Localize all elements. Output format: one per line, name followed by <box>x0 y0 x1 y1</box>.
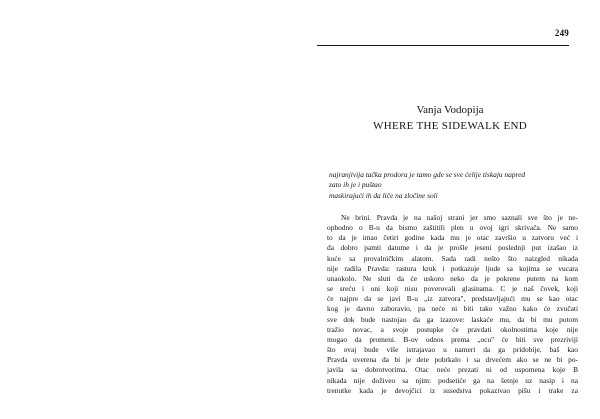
body-line: Ne brini. Pravda je na našoj strani jer smo saznali sve što je ne- <box>341 213 578 222</box>
epigraph-line: zato ih je i puštao <box>329 180 382 190</box>
body-line: ophodno o B-u da bismo zaštitili plen u ovoj igri skrivača. Ne samo <box>327 223 578 233</box>
epigraph-line: maskirajući ih da liče na zločine soli <box>329 190 438 200</box>
body-line: će najpre da se javi B-u „iz zatvora", predstavljajući mu se kao otac <box>327 294 578 304</box>
body-line: kog je davno zaboravio, pa neće ni biti tako važno kako će zvučati <box>327 304 578 314</box>
body-line: mogao da promeni. B-ov odnos prema „ocu" će biti sve prezriviji <box>327 334 578 344</box>
body-line: da dobro pamti datume i da je prošle jeseni poslednji put izašao iz <box>327 243 578 253</box>
body-line: Pravda uverena da bi je dete pobrkalo i sa drvećem ako se ne bi po- <box>327 355 578 365</box>
body-line: unaokolo. Ne sluti da će uskoro neko da je pokrene putem na kom <box>327 273 578 283</box>
body-line: nije radila Pravda: rastura kruk i potkazuje ljude sa kojima se vucara <box>327 263 578 273</box>
page-number: 249 <box>554 28 569 38</box>
epigraph-line: najranjivija tačka prodora je tamo gde se sve ćelije tiskaju napred <box>329 170 526 179</box>
body-line: tražio novac, a svoje postupke će pravdati okolnostima koje nije <box>327 324 578 334</box>
story-title: WHERE THE SIDEWALK END <box>373 120 527 132</box>
body-line: kuće sa provalničkim alatom. Sada radi nešto što naizgled nikada <box>327 253 578 263</box>
author-name: Vanja Vodopija <box>416 104 484 116</box>
body-line: sve dok bude nastojao da ga izazove: laskaće mu, da bi mu potom <box>327 314 578 324</box>
body-paragraph <box>327 213 578 396</box>
body-line: nikada nije doživeo sa njim: podsetiće ga na šetnje uz nasip i na <box>327 375 578 385</box>
body-line: se sreću i oni koji nisu poverovali glasinama. C je naš čovek, koji <box>327 284 578 294</box>
body-line: to da je imao četiri godine kada mu je otac završio u zatvoru već i <box>327 233 578 243</box>
header-rule <box>317 45 569 46</box>
body-line: javila sa dobrotvorima. Otac neće prezati ni od uspomena koje B <box>327 365 578 375</box>
body-line: trenutke kada je devojčici iz susedstva pokazivao pišu i trake za <box>327 385 578 395</box>
right-page <box>300 0 600 419</box>
epigraph <box>329 170 579 201</box>
body-line: što ovaj bude više istrajavao u nameri da ga pridobije, baš kao <box>327 345 578 355</box>
